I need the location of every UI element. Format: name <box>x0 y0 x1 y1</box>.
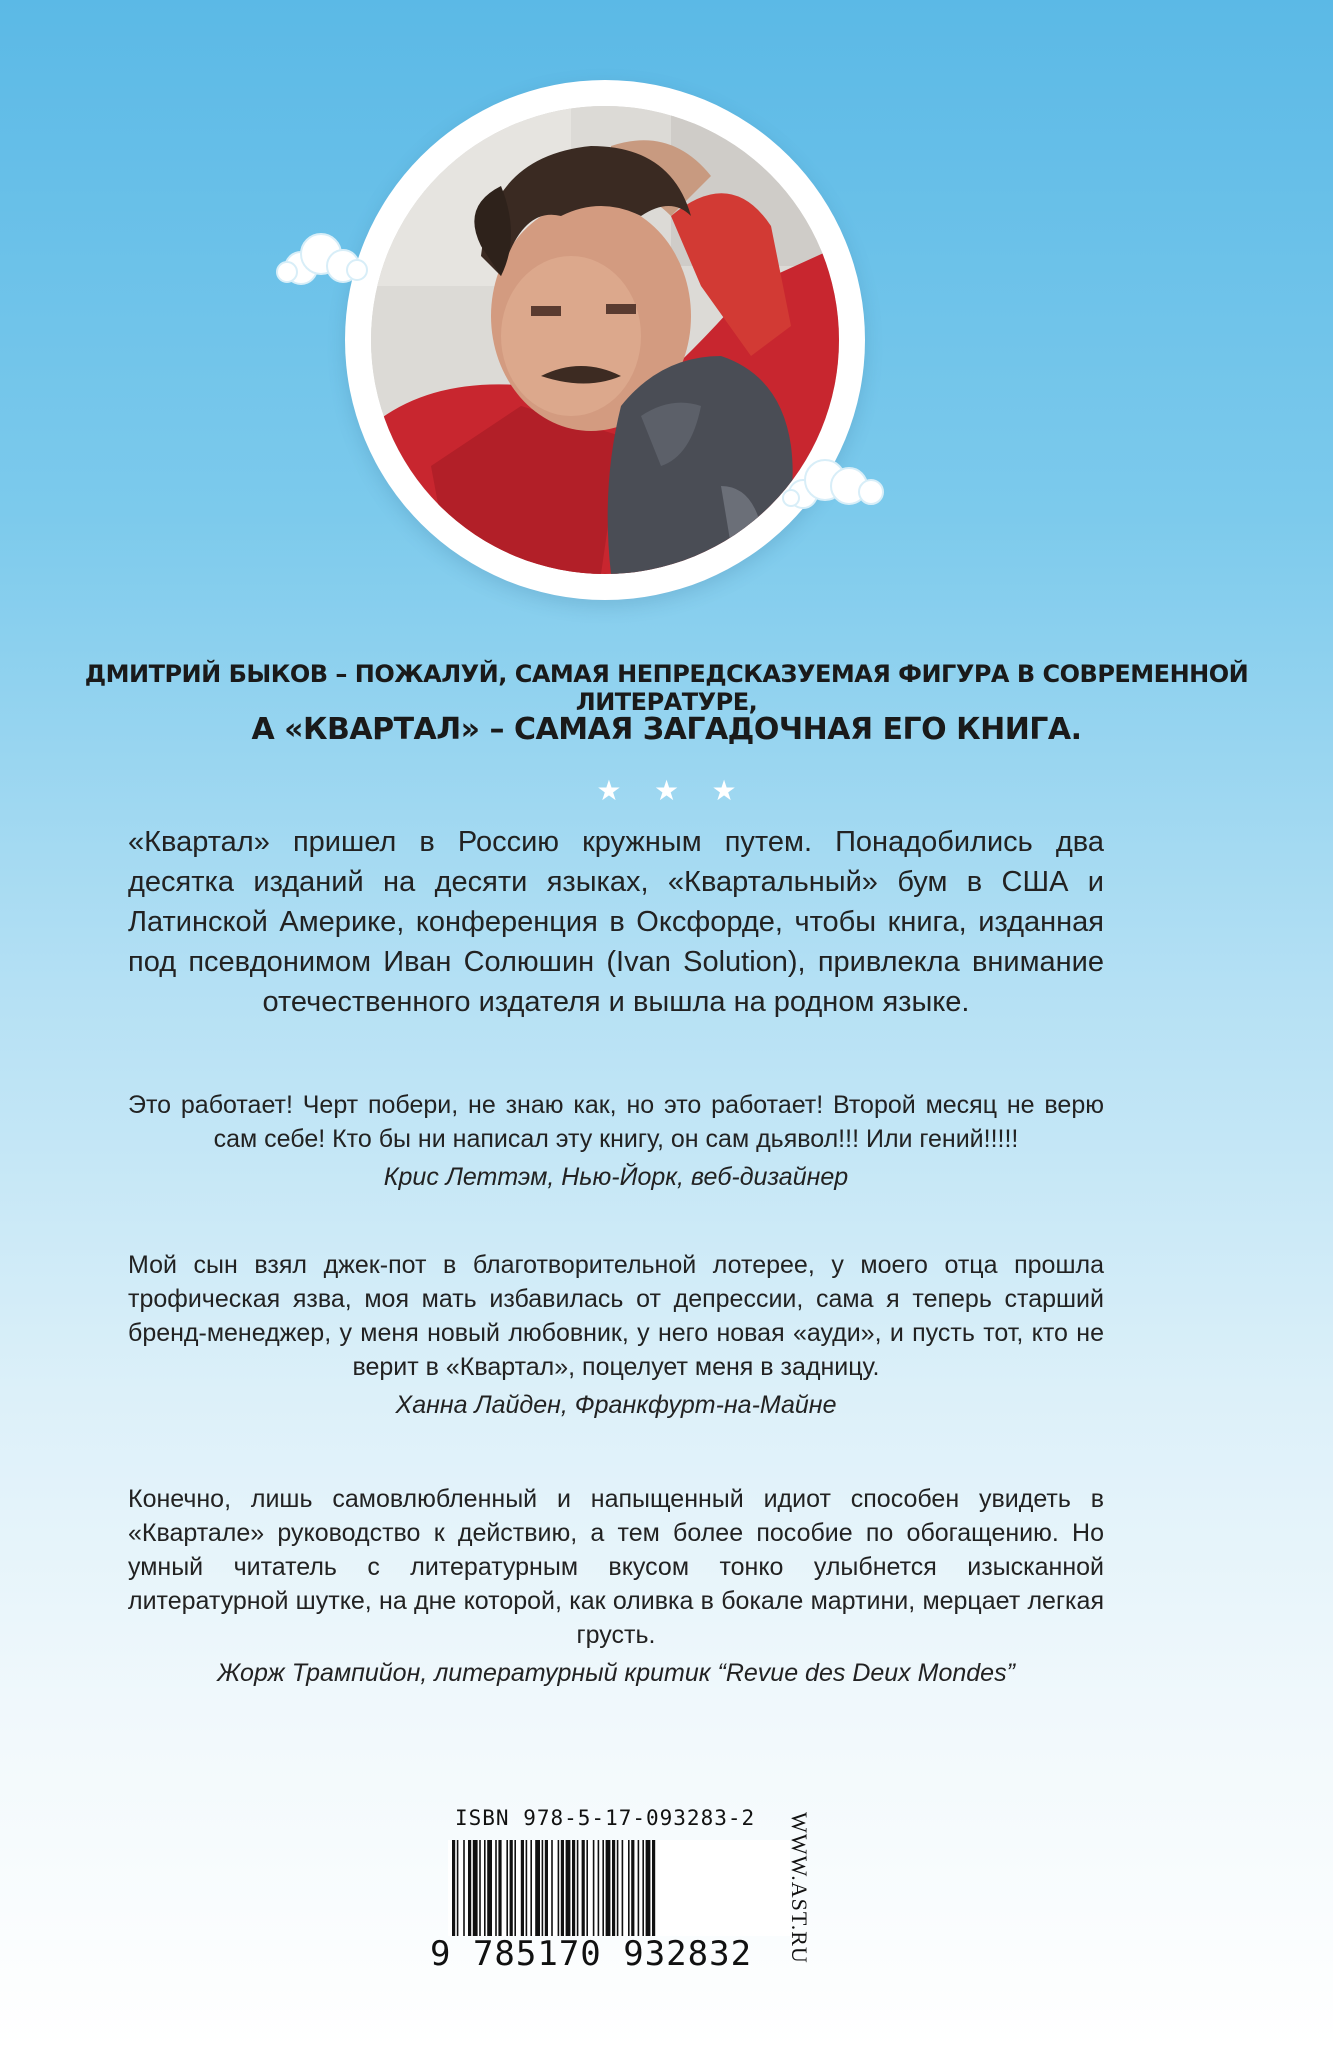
barcode-bar <box>463 1840 465 1936</box>
barcode-bar <box>572 1840 575 1936</box>
barcode-bar <box>542 1840 544 1936</box>
intro-paragraph: «Квартал» пришел в Россию кружным путем. Понадобились два десятка изданий на десяти языках, «Квартальный» бум в США и Латинской Америке, конференция в Оксфорде, чтобы книга, изданная под псевдонимом Иван Солюшин (Ivan Solution), привлекла внимание отечественного издателя и вышла на родном языке. <box>128 826 1104 1018</box>
barcode-bar <box>526 1840 528 1936</box>
review-text: Мой сын взял джек-пот в благотворительной лотерее, у моего отца прошла трофическая язва, моя мать избавилась от депрессии, сама я теперь старший бренд-менеджер, у меня новый любовник, у него новая «ауди», и пусть тот, кто не верит в «Квартал», поцелует меня в задницу. <box>128 1251 1104 1381</box>
barcode-bar <box>479 1840 481 1936</box>
barcode-bar <box>521 1840 524 1936</box>
barcode-bar <box>487 1840 492 1936</box>
author-portrait-frame <box>345 80 865 600</box>
barcode-digits: 9 785170 932832 <box>430 1934 753 1974</box>
barcode-bar <box>510 1840 513 1936</box>
barcode-bar <box>602 1840 604 1936</box>
barcode-bar <box>545 1840 548 1936</box>
review-text: Это работает! Черт побери, не знаю как, но это работает! Второй месяц не верю сам себе! Кто бы ни написал эту книгу, он сам дьявол!!! Или гений!!!!! <box>128 1091 1104 1153</box>
barcode-bar <box>622 1840 624 1936</box>
barcode-bar <box>530 1840 532 1936</box>
star-divider <box>0 774 1333 807</box>
barcode-bar <box>628 1840 630 1936</box>
barcode-bar <box>612 1840 615 1936</box>
barcode-bar <box>646 1840 651 1936</box>
barcode-bar <box>577 1840 579 1936</box>
barcode-bar <box>506 1840 508 1936</box>
barcode-bar <box>652 1840 655 1936</box>
barcode-bar <box>617 1840 619 1936</box>
barcode-bar <box>642 1840 644 1936</box>
review-text: Конечно, лишь самовлюбленный и напыщенный идиот способен увидеть в «Квартале» руководство к действию, а тем более пособие по обогащению. Но умный читатель с литературным вкусом тонко улыбнется изысканной литературной шутке, на дне которой, как оливка в бокале мартини, мерцает легкая грусть. <box>128 1485 1104 1649</box>
star-icon: ★ <box>653 775 680 806</box>
publisher-website: WWW.AST.RU <box>787 1812 812 1964</box>
barcode-bar <box>551 1840 553 1936</box>
barcode-bar <box>468 1840 471 1936</box>
barcode-bar <box>473 1840 478 1936</box>
review-quote <box>128 1482 1104 1690</box>
isbn-label: ISBN 978-5-17-093283-2 <box>455 1806 756 1830</box>
barcode-bar <box>558 1840 560 1936</box>
barcode-bar <box>498 1840 501 1936</box>
barcode-bar <box>593 1840 595 1936</box>
barcode <box>448 1840 790 1936</box>
barcode-bar <box>535 1840 540 1936</box>
headline-line-2: А «КВАРТАЛ» – САМАЯ ЗАГАДОЧНАЯ ЕГО КНИГА. <box>251 712 1082 747</box>
review-author: Жорж Трампийон, литературный критик “Revue des Deux Mondes” <box>217 1659 1015 1687</box>
barcode-bar <box>495 1840 497 1936</box>
portrait-image <box>371 106 839 574</box>
barcode-bar <box>457 1840 459 1936</box>
star-icon: ★ <box>711 775 737 806</box>
author-portrait <box>371 106 839 574</box>
review-author: Ханна Лайден, Франкфурт-на-Майне <box>395 1391 837 1419</box>
barcode-bar <box>586 1840 588 1936</box>
barcode-bar <box>561 1840 564 1936</box>
barcode-bar <box>566 1840 571 1936</box>
cloud-icon <box>779 450 889 514</box>
barcode-bar <box>606 1840 611 1936</box>
review-author: Крис Леттэм, Нью-Йорк, веб-дизайнер <box>383 1163 849 1191</box>
barcode-bar <box>452 1840 455 1936</box>
review-quote <box>128 1248 1104 1422</box>
headline-line-1: ДМИТРИЙ БЫКОВ – ПОЖАЛУЙ, САМАЯ НЕПРЕДСКАЗУЕМАЯ ФИГУРА В СОВРЕМЕННОЙ ЛИТЕРАТУРЕ, <box>84 660 1249 716</box>
barcode-bar <box>598 1840 600 1936</box>
barcode-bar <box>631 1840 634 1936</box>
barcode-bar <box>484 1840 486 1936</box>
barcode-bar <box>582 1840 585 1936</box>
barcode-bar <box>514 1840 516 1936</box>
barcode-bar <box>638 1840 640 1936</box>
star-icon: ★ <box>596 775 622 806</box>
review-quote <box>128 1088 1104 1194</box>
cloud-icon <box>271 230 371 290</box>
